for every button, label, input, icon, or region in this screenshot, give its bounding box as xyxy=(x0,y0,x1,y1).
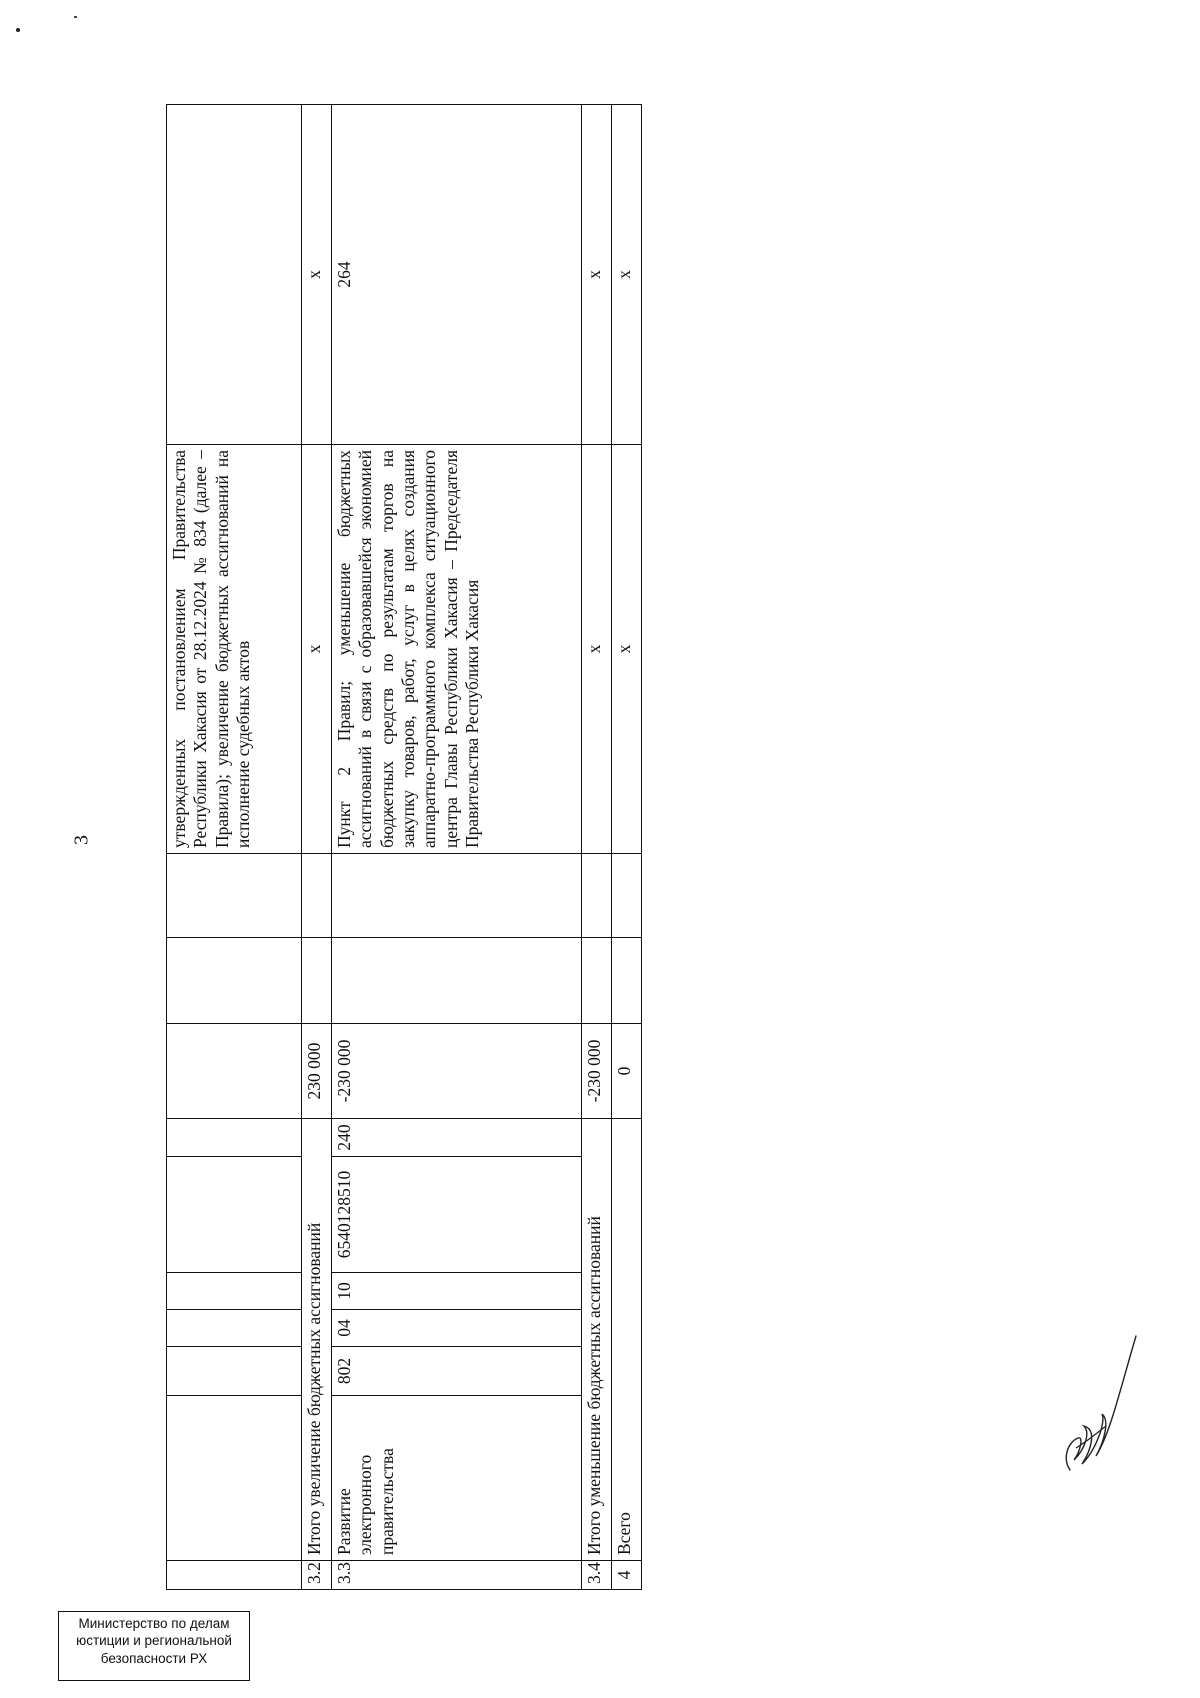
basis-text: Пункт 2 Правил; уменьшение бюджетных ассигнований в связи с образовавшейся экономией бюджетных средств по результатам торгов на закупку товаров, работ, услуг в целях создания аппаратно-программного комплекса ситуационного центра Главы Республики Хакасия – Председателя Правительства Республики Хакасия xyxy=(332,445,582,854)
amount: -230 000 xyxy=(332,1024,582,1119)
last-column: 264 xyxy=(332,105,582,445)
row-number: 3.3 xyxy=(332,1561,582,1590)
amount: 0 xyxy=(612,1024,642,1119)
last-column: х xyxy=(612,105,642,445)
stamp-line: безопасности РХ xyxy=(100,1650,208,1666)
subtotal-label: Итого увеличение бюджетных ассигнований xyxy=(302,1119,332,1561)
csr-code xyxy=(167,1157,302,1273)
stamp-line: юстиции и региональной xyxy=(76,1633,232,1649)
row-number xyxy=(167,1561,302,1590)
amount-next-year-2 xyxy=(332,854,582,938)
grbs-code: 802 xyxy=(332,1347,582,1396)
vr-code xyxy=(167,1119,302,1157)
basis-text: х xyxy=(582,445,612,854)
vr-code: 240 xyxy=(332,1119,582,1157)
total-label: Всего xyxy=(612,1119,642,1561)
rz-code xyxy=(167,1310,302,1347)
amount xyxy=(167,1024,302,1119)
table-row xyxy=(332,105,582,1590)
budget-table xyxy=(166,104,642,1590)
amount-next-year-2 xyxy=(612,854,642,938)
amount-next-year-1 xyxy=(302,938,332,1024)
amount-next-year-1 xyxy=(612,938,642,1024)
scan-speck xyxy=(16,28,20,32)
expense-name xyxy=(167,1396,302,1561)
amount-next-year-1 xyxy=(167,938,302,1024)
expense-name: Развитие электронного правительства xyxy=(332,1396,582,1561)
amount: -230 000 xyxy=(582,1024,612,1119)
row-number: 3.2 xyxy=(302,1561,332,1590)
signature xyxy=(1040,1330,1140,1480)
scan-speck xyxy=(74,16,77,18)
grbs-code xyxy=(167,1347,302,1396)
amount: 230 000 xyxy=(302,1024,332,1119)
last-column: х xyxy=(582,105,612,445)
amount-next-year-2 xyxy=(302,854,332,938)
stamp-line: Министерство по делам xyxy=(78,1616,230,1631)
amount-next-year-1 xyxy=(582,938,612,1024)
rotated-table-wrapper xyxy=(166,105,669,1590)
basis-text: утвержденных постановлением Правительства Республики Хакасия от 28.12.2024 № 834 (далее – Правила); увеличение бюджетных ассигнований на исполнение судебных актов xyxy=(167,445,302,854)
amount-next-year-2 xyxy=(167,854,302,938)
row-number: 3.4 xyxy=(582,1561,612,1590)
amount-next-year-1 xyxy=(332,938,582,1024)
subtotal-label: Итого уменьшение бюджетных ассигнований xyxy=(582,1119,612,1561)
csr-code: 6540128510 xyxy=(332,1157,582,1273)
last-column xyxy=(167,105,302,445)
amount-next-year-2 xyxy=(582,854,612,938)
pr-code xyxy=(167,1273,302,1310)
last-column: х xyxy=(302,105,332,445)
basis-text: х xyxy=(612,445,642,854)
table-row xyxy=(582,105,612,1590)
rz-code: 04 xyxy=(332,1310,582,1347)
page-number: 3 xyxy=(70,835,93,845)
table-row xyxy=(167,105,302,1590)
table-row xyxy=(612,105,642,1590)
table-row xyxy=(302,105,332,1590)
ministry-stamp xyxy=(58,1611,250,1681)
row-number: 4 xyxy=(612,1561,642,1590)
basis-text: х xyxy=(302,445,332,854)
pr-code: 10 xyxy=(332,1273,582,1310)
